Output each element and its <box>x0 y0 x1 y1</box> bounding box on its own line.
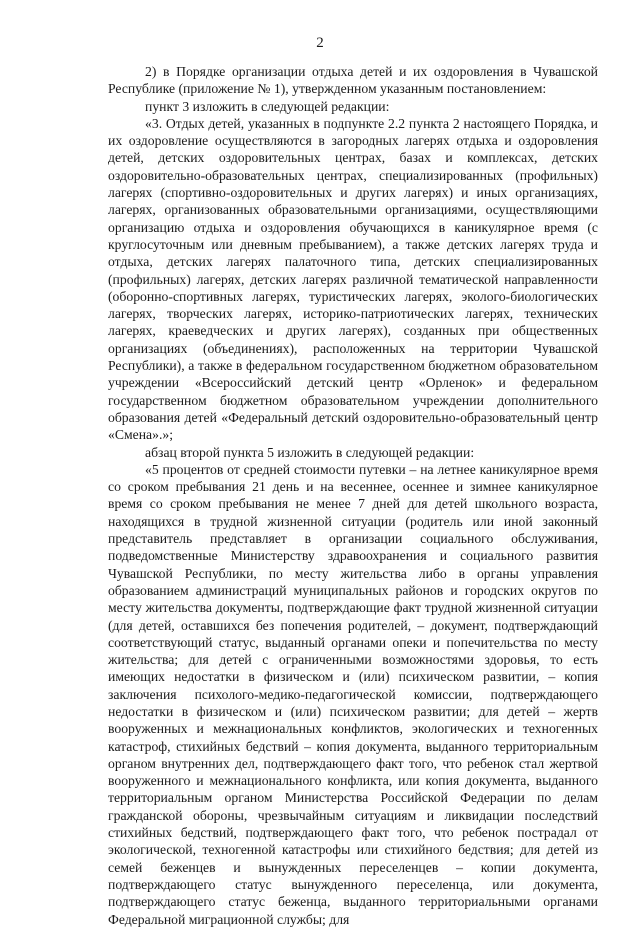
paragraph-clause-3-text: «3. Отдых детей, указанных в подпункте 2.2 пункта 2 настоящего Порядка, и их оздоровление осуществляются в загородных лагерях отдыха и оздоровления детей, детских оздоровительных центрах, базах и комплексах, детских оздоровительно-образовательных центрах, специализированных (профильных) лагерях (спортивно-оздоровительных и других лагерях) и иных организациях, лагерях, организованных образовательными организациями, осуществляющими организацию отдыха и оздоровления обучающихся в каникулярное время (с круглосуточным или дневным пребыванием), а также детских лагерях труда и отдыха, детских лагерях палаточного типа, детских специализированных (профильных) лагерях, детских лагерях различной тематической направленности (оборонно-спортивных лагерях, туристических лагерях, эколого-биологических лагерях, творческих лагерях, историко-патриотических лагерях, технических лагерях, краеведческих и других лагерях), созданных при общественных организациях (объединениях), расположенных на территории Чувашской Республики), а также в федеральном государственном бюджетном образовательном учреждении «Всероссийский детский центр «Орленок» и федеральном государственном бюджетном образовательном учреждении дополнительного образования детей «Федеральный детский оздоровительно-образовательный центр «Смена».»; <box>108 115 598 443</box>
paragraph-clause-3-intro: пункт 3 изложить в следующей редакции: <box>145 98 390 114</box>
document-body <box>108 63 598 928</box>
paragraph-amendment-item-2: 2) в Порядке организации отдыха детей и их оздоровления в Чувашской Республике (приложение № 1), утвержденном указанным постановлением: <box>108 64 598 97</box>
paragraph-clause-5-intro: абзац второй пункта 5 изложить в следующей редакции: <box>145 444 475 460</box>
page-number: 2 <box>316 35 324 51</box>
paragraph-clause-5-text: «5 процентов от средней стоимости путевки – на летнее каникулярное время со сроком пребывания 21 день и на весеннее, осеннее и зимнее каникулярное время со сроком пребывания не менее 7 дней для детей школьного возраста, находящихся в трудной жизненной ситуации (родитель или иной законный представитель представляет в организации социального обслуживания, подведомственные Министерству здравоохранения и социального развития Чувашской Республики, по месту жительства либо в органы управления образованием администраций муниципальных районов и городских округов по месту жительства документы, подтверждающие факт трудной жизненной ситуации (для детей, оставшихся без попечения родителей, – документ, подтверждающий соответствующий статус, выданный органами опеки и попечительства по месту жительства; для детей с ограниченными возможностями здоровья, то есть имеющих недостатки в физическом и (или) психическом развитии, – копия заключения психолого-медико-педагогической комиссии, подтверждающего недостатки в физическом и (или) психическом развитии; для детей – жертв вооруженных и межнациональных конфликтов, экологических и техногенных катастроф, стихийных бедствий – копия документа, выданного территориальным органом внутренних дел, подтверждающего факт того, что ребенок стал жертвой вооруженного и межнационального конфликта, или копия документа, выданного территориальным органом Министерства Российской Федерации по делам гражданской обороны, чрезвычайным ситуациям и ликвидации последствий стихийных бедствий, подтверждающего факт того, что ребенок пострадал от экологической, техногенной катастрофы или стихийного бедствия; для детей из семей беженцев и вынужденных переселенцев – копии документа, подтверждающего статус вынужденного переселенца, или документа, подтверждающего статус беженца, выданного территориальными органами Федеральной миграционной службы; для <box>108 461 598 927</box>
